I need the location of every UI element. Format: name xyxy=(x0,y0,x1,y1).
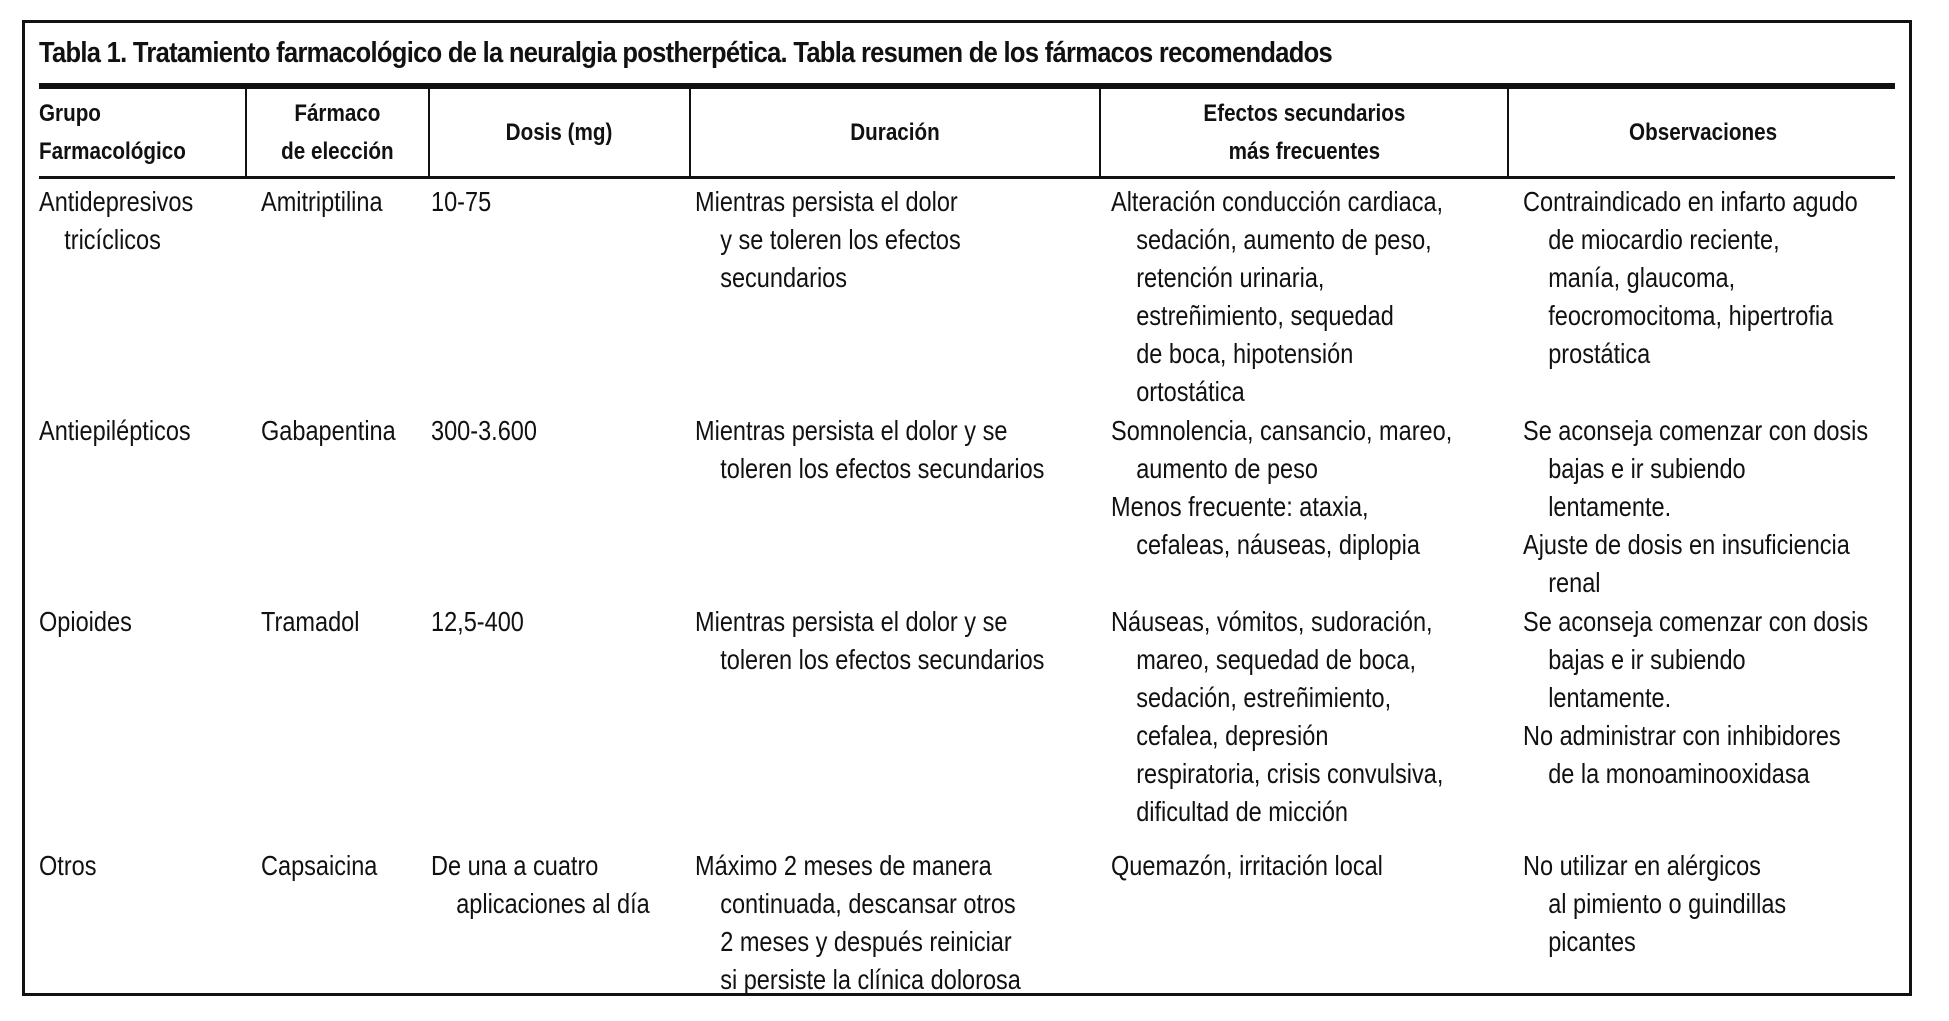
cell-line: Náuseas, vómitos, sudoración, xyxy=(1111,606,1433,637)
cell-line: Mientras persista el dolor y se xyxy=(695,606,1008,637)
cell-line: de miocardio reciente, xyxy=(1548,224,1780,255)
cell-line: Otros xyxy=(39,850,97,881)
cell-line: 12,5-400 xyxy=(431,606,524,637)
cell-line: si persiste la clínica dolorosa xyxy=(720,964,1021,995)
cell-line: continuada, descansar otros xyxy=(720,888,1016,919)
cell-line: feocromocitoma, hipertrofia xyxy=(1548,300,1834,331)
header-grupo: Grupo Farmacológico xyxy=(39,99,186,165)
table-caption: Tabla 1. Tratamiento farmacológico de la neuralgia postherpética. Tabla resumen de los fármacos recomendados xyxy=(39,37,1333,69)
cell-line: Alteración conducción cardiaca, xyxy=(1111,186,1444,217)
cell-grupo xyxy=(39,603,132,641)
cell-efectos xyxy=(1111,183,1443,411)
cell-dosis xyxy=(431,603,524,641)
cell-line: secundarios xyxy=(720,262,848,293)
cell-dosis xyxy=(431,412,537,450)
cell-line: tricíclicos xyxy=(64,224,161,255)
cell-line: cefaleas, náuseas, diplopia xyxy=(1136,529,1420,560)
cell-line: y se toleren los efectos xyxy=(720,224,961,255)
cell-farmaco xyxy=(261,183,383,221)
cell-line: sedación, aumento de peso, xyxy=(1136,224,1432,255)
cell-line: Capsaicina xyxy=(261,850,378,881)
cell-efectos xyxy=(1111,603,1443,831)
cell-line: mareo, sequedad de boca, xyxy=(1136,644,1417,675)
cell-line: Amitriptilina xyxy=(261,186,383,217)
cell-line: Máximo 2 meses de manera xyxy=(695,850,992,881)
cell-dosis xyxy=(431,183,491,221)
cell-line: estreñimiento, sequedad xyxy=(1136,300,1394,331)
cell-line: dificultad de micción xyxy=(1136,796,1348,827)
cell-line: aumento de peso xyxy=(1136,453,1318,484)
cell-observaciones xyxy=(1523,603,1868,793)
cell-line: bajas e ir subiendo xyxy=(1548,453,1746,484)
header-observaciones: Observaciones xyxy=(1628,118,1778,146)
header-dosis: Dosis (mg) xyxy=(506,118,613,146)
cell-line: manía, glaucoma, xyxy=(1548,262,1736,293)
cell-line: Ajuste de dosis en insuficiencia xyxy=(1523,529,1850,560)
cell-observaciones xyxy=(1523,412,1868,602)
header-duracion: Duración xyxy=(850,118,940,146)
cell-line: De una a cuatro xyxy=(431,850,599,881)
cell-farmaco xyxy=(261,847,377,885)
cell-dosis xyxy=(431,847,650,923)
cell-duracion xyxy=(695,183,961,297)
cell-line: lentamente. xyxy=(1548,491,1672,522)
cell-line: Quemazón, irritación local xyxy=(1111,850,1383,881)
cell-line: sedación, estreñimiento, xyxy=(1136,682,1392,713)
cell-line: 300-3.600 xyxy=(431,415,537,446)
cell-line: al pimiento o guindillas xyxy=(1548,888,1787,919)
cell-line: de boca, hipotensión xyxy=(1136,338,1354,369)
cell-efectos xyxy=(1111,847,1383,885)
cell-line: retención urinaria, xyxy=(1136,262,1325,293)
cell-line: respiratoria, crisis convulsiva, xyxy=(1136,758,1444,789)
cell-line: Se aconseja comenzar con dosis xyxy=(1523,415,1869,446)
cell-line: Contraindicado en infarto agudo xyxy=(1523,186,1858,217)
cell-line: Tramadol xyxy=(261,606,360,637)
cell-farmaco xyxy=(261,412,396,450)
cell-line: Opioides xyxy=(39,606,132,637)
cell-farmaco xyxy=(261,603,359,641)
cell-line: ortostática xyxy=(1136,376,1245,407)
cell-line: Antidepresivos xyxy=(39,186,194,217)
cell-line: Menos frecuente: ataxia, xyxy=(1111,491,1369,522)
cell-efectos xyxy=(1111,412,1452,564)
cell-line: prostática xyxy=(1548,338,1651,369)
header-farmaco: Fármaco de elección xyxy=(281,99,394,165)
table-frame xyxy=(22,20,1912,996)
cell-grupo xyxy=(39,183,193,259)
cell-duracion xyxy=(695,412,1044,488)
cell-line: de la monoaminooxidasa xyxy=(1548,758,1810,789)
cell-line: Gabapentina xyxy=(261,415,396,446)
cell-line: Mientras persista el dolor xyxy=(695,186,958,217)
header-rule xyxy=(39,176,1895,179)
cell-line: renal xyxy=(1548,567,1601,598)
cell-grupo xyxy=(39,847,97,885)
cell-observaciones xyxy=(1523,847,1786,961)
cell-line: cefalea, depresión xyxy=(1136,720,1329,751)
cell-line: toleren los efectos secundarios xyxy=(720,453,1045,484)
cell-line: Antiepilépticos xyxy=(39,415,191,446)
cell-duracion xyxy=(695,847,1021,999)
cell-line: No administrar con inhibidores xyxy=(1523,720,1841,751)
cell-line: 2 meses y después reiniciar xyxy=(720,926,1012,957)
cell-line: aplicaciones al día xyxy=(456,888,650,919)
cell-line: toleren los efectos secundarios xyxy=(720,644,1045,675)
cell-observaciones xyxy=(1523,183,1858,373)
cell-line: picantes xyxy=(1548,926,1636,957)
header-efectos: Efectos secundarios más frecuentes xyxy=(1203,99,1405,165)
cell-duracion xyxy=(695,603,1044,679)
cell-line: lentamente. xyxy=(1548,682,1672,713)
cell-line: Se aconseja comenzar con dosis xyxy=(1523,606,1869,637)
cell-line: Somnolencia, cansancio, mareo, xyxy=(1111,415,1453,446)
cell-line: Mientras persista el dolor y se xyxy=(695,415,1008,446)
cell-line: 10-75 xyxy=(431,186,492,217)
cell-line: No utilizar en alérgicos xyxy=(1523,850,1761,881)
cell-line: bajas e ir subiendo xyxy=(1548,644,1746,675)
cell-grupo xyxy=(39,412,191,450)
